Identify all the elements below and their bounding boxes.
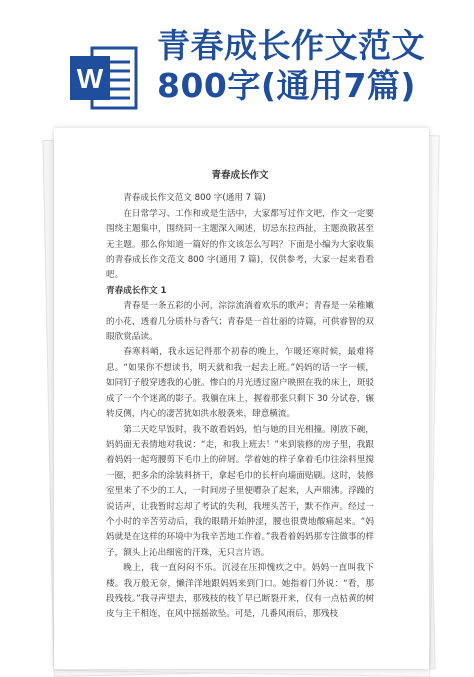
banner-title-line1: 青春成长作文范文 <box>157 26 425 65</box>
word-document-icon <box>68 42 140 114</box>
document-page <box>54 128 429 669</box>
paragraph: 春寒料峭，我永远记得那个初春的晚上，乍暖还寒时候，最难将息。“如果你不想读书，明天就和我一起去上班。”妈妈的话一字一顿，如同钉子般穿透我的心脏。惨白的月光透过窗户映照在我的床上，斑驳成了一个个迷离的影子。我躺在床上，握着那张只剩下 30 分试卷，辗转反侧，内心的凄苦犹如洪水般袭来，肆意横流。 <box>106 347 374 420</box>
document-preview <box>54 128 429 669</box>
document-body <box>106 168 374 623</box>
banner-title-line2: 800字(通用7篇) <box>157 66 417 105</box>
document-paragraphs <box>106 191 374 622</box>
banner <box>0 0 474 130</box>
document-title: 青春成长作文 <box>211 170 269 181</box>
paragraph: 在日常学习、工作和或是生活中，大家都写过作文吧，作文一定要围绕主题集中，围绕同一主题深入阐述，切忌东拉西扯，主题涣散甚至无主题。那么你知道一篇好的作文该怎么写吗？下面是小编为大家收集的青春成长作文范文 800 字(通用 7 篇)，仅供参考，大家一起来看看吧。 <box>106 208 374 281</box>
banner-title <box>157 26 425 106</box>
paragraph: 青春成长作文范文 800 字(通用 7 篇) <box>123 193 266 204</box>
word-logo-letter: W <box>76 63 104 94</box>
paragraph: 第二天吃早饭时，我不敢看妈妈，怕与她的目光相撞。刚放下碗，妈妈面无表情地对我说：“走，和我上班去！”来到装修的房子里，我跟着妈妈一起弯腰剪下毛巾上的碎屑。学着她的样子拿着毛巾往涂料里搅一圈，把多余的涂装料挤干，拿起毛巾的长杆向墙面贴刷。这时，装修室里来了不少的工人，一时间房子里便嘈杂了起来，人声鼎沸。浮躁的说话声，让我暂时忘却了考试的失利，我埋头苦干，默不作声。经过一个小时的辛苦劳动后，我的眼睛开始肿涩，腰也很费地酸痛起来。“妈妈就是在这样的环境中为我辛苦地工作着。”我看着妈妈那专注做事的样子，额头上沁出细密的汗珠，无只言片语。 <box>106 424 374 558</box>
paragraph: 晚上，我一直闷闷不乐。沉浸在压抑愧疚之中。妈妈一直叫我下楼。我万般无奈，懒洋洋地跟妈妈来到门口。她指着门外说：“看，那段残枝。”我寻声望去，那残枝的枝丫早已断裂开来，仅有一点枯黄的树皮与主干相连，在风中摇摇欲坠。可是，几番风雨后，那残枝 <box>106 563 374 620</box>
section-heading: 青春成长作文 1 <box>106 285 167 296</box>
paragraph: 青春是一条五彩的小河，淙淙流淌着欢乐的歌声；青春是一朵稚嫩的小花，透着几分质朴与香气；青春是一首壮丽的诗篇，可供睿智的双眼欣赏品读。 <box>106 301 374 343</box>
